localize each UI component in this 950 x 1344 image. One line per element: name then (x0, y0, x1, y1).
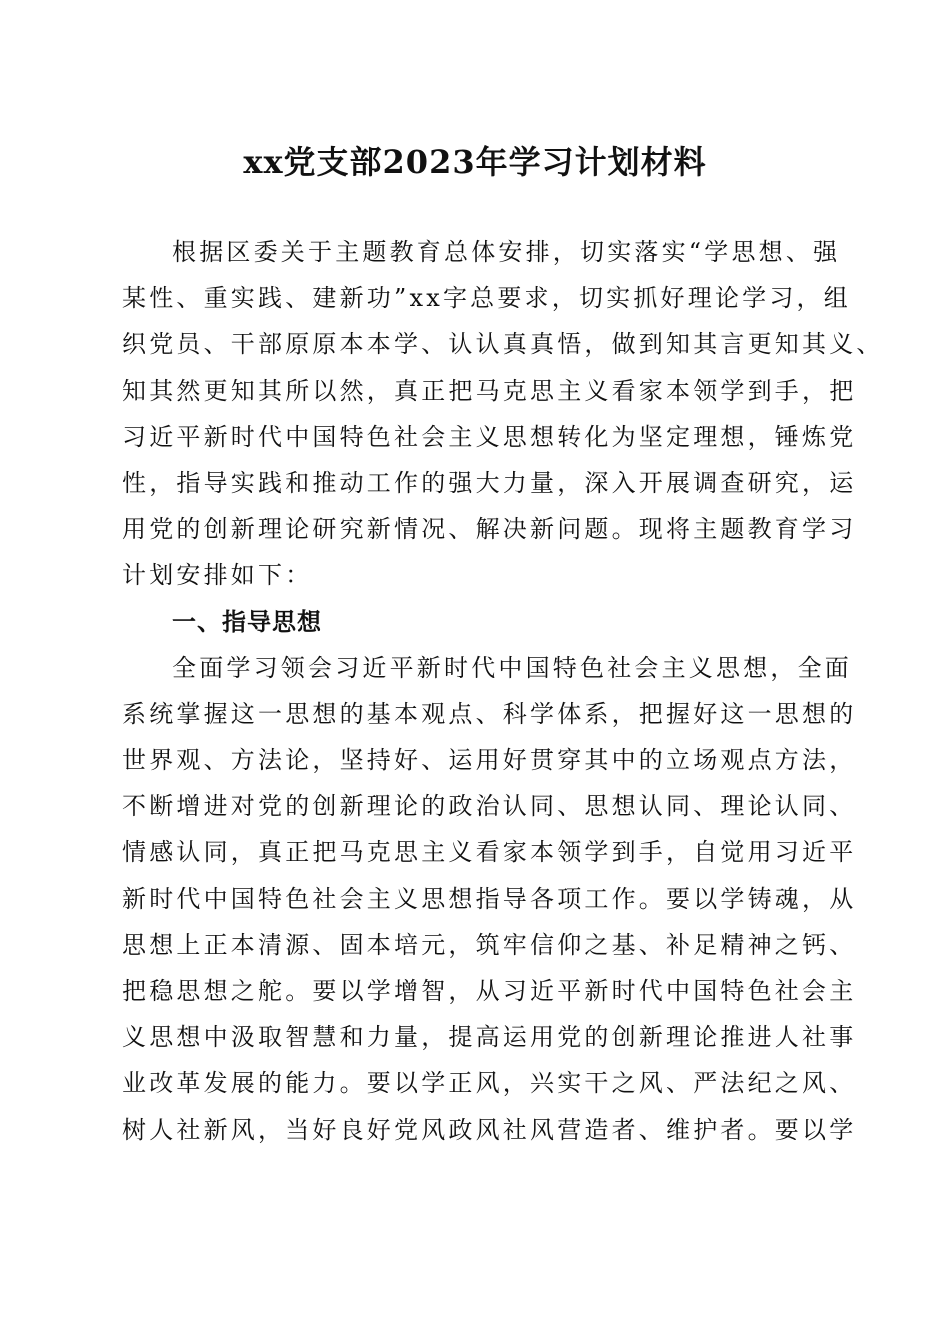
document-body (122, 229, 884, 1153)
paragraph-line: 义思想中汲取智慧和力量，提高运用党的创新理论推进人社事 (122, 1023, 857, 1052)
paragraph-line: 世界观、方法论，坚持好、运用好贯穿其中的立场观点方法， (122, 746, 857, 775)
paragraph-line: 计划安排如下： (122, 561, 313, 590)
paragraph-line: 习近平新时代中国特色社会主义思想转化为坚定理想，锤炼党 (122, 422, 857, 451)
paragraph-line: 业改革发展的能力。要以学正风，兴实干之风、严法纪之风、 (122, 1069, 857, 1098)
paragraph-line: 知其然更知其所以然，真正把马克思主义看家本领学到手，把 (122, 376, 857, 405)
paragraph-line: 树人社新风，当好良好党风政风社风营造者、维护者。要以学 (122, 1115, 857, 1144)
paragraph-line: 某性、重实践、建新功”xx字总要求，切实抓好理论学习，组 (122, 284, 851, 313)
section-heading: 一、指导思想 (172, 607, 322, 636)
paragraph-line: 织党员、干部原原本本学、认认真真悟，做到知其言更知其义、 (122, 330, 884, 359)
paragraph-line: 系统掌握这一思想的基本观点、科学体系，把握好这一思想的 (122, 699, 857, 728)
paragraph-line: 思想上正本清源、固本培元，筑牢信仰之基、补足精神之钙、 (122, 930, 857, 959)
paragraph-line: 性，指导实践和推动工作的强大力量，深入开展调查研究，运 (122, 468, 857, 497)
paragraph-line: 全面学习领会习近平新时代中国特色社会主义思想，全面 (172, 653, 852, 682)
paragraph-line: 情感认同，真正把马克思主义看家本领学到手，自觉用习近平 (122, 838, 857, 867)
paragraph-line: 把稳思想之舵。要以学增智，从习近平新时代中国特色社会主 (122, 977, 857, 1005)
paragraph-line: 用党的创新理论研究新情况、解决新问题。现将主题教育学习 (122, 515, 857, 544)
document-title: xx党支部2023年学习计划材料 (243, 143, 707, 181)
paragraph-line: 不断增进对党的创新理论的政治认同、思想认同、理论认同、 (122, 792, 857, 821)
paragraph-line: 根据区委关于主题教育总体安排，切实落实“学思想、强 (172, 238, 841, 266)
paragraph-line: 新时代中国特色社会主义思想指导各项工作。要以学铸魂，从 (122, 884, 857, 913)
